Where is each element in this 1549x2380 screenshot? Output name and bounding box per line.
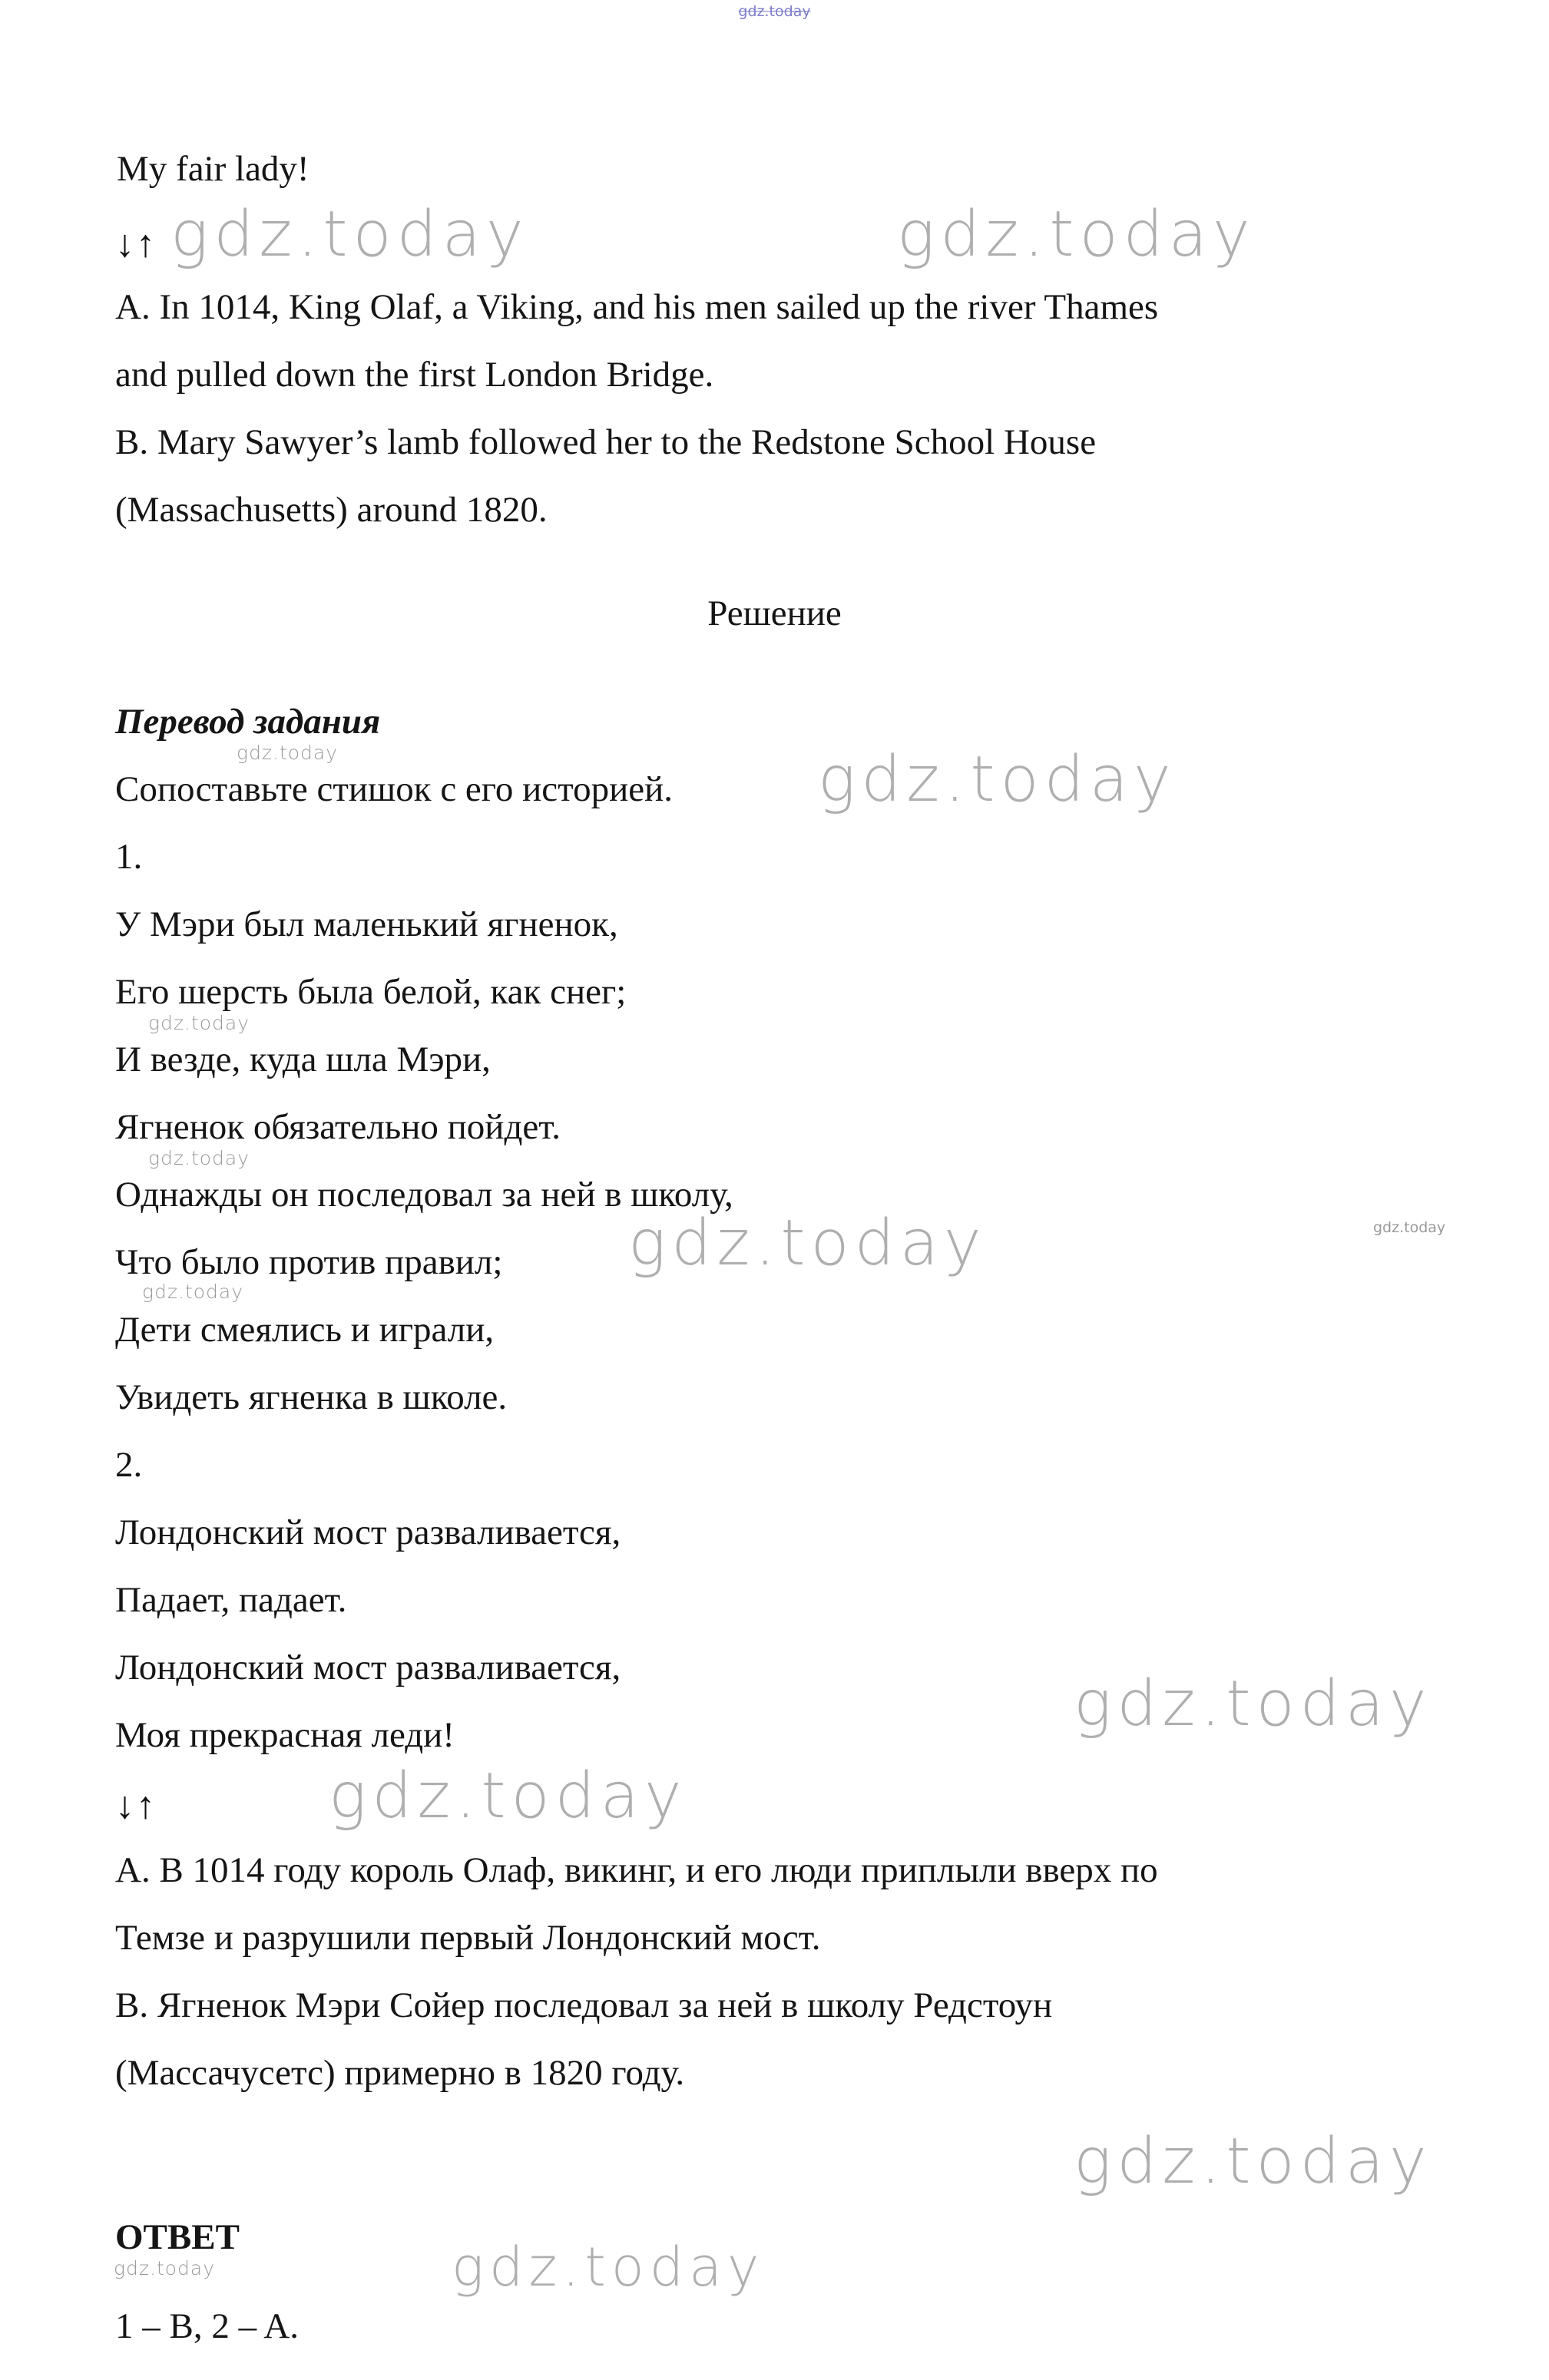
- page-title: My fair lady!: [117, 149, 309, 189]
- task-translation: Сопоставьте стишок с его историей.: [115, 769, 673, 809]
- task-en-a-line: A. In 1014, King Olaf, a Viking, and his men sailed up the river Thames: [115, 287, 1159, 327]
- watermark-top: gdz.today: [738, 3, 811, 20]
- watermark: gdz.today: [148, 1012, 250, 1034]
- watermark: gdz.today: [237, 742, 339, 764]
- watermark: gdz.today: [818, 743, 1177, 816]
- watermark: gdz.today: [897, 198, 1256, 271]
- watermark: gdz.today: [1373, 1219, 1446, 1236]
- task-ru-a-line: А. В 1014 году король Олаф, викинг, и его люди приплыли вверх по: [115, 1850, 1158, 1890]
- poem1-line: У Мэри был маленький ягненок,: [115, 904, 618, 944]
- poem2-line: Лондонский мост разваливается,: [115, 1648, 621, 1687]
- answer-heading: ОТВЕТ: [115, 2217, 240, 2257]
- watermark: gdz.today: [329, 1760, 687, 1833]
- poem1-line: Однажды он последовал за ней в школу,: [115, 1175, 733, 1215]
- arrows-glyph: ↓↑: [115, 222, 157, 265]
- poem1-line: Его шерсть была белой, как снег;: [115, 972, 627, 1012]
- watermark: gdz.today: [452, 2236, 765, 2299]
- poem1-line: Дети смеялись и играли,: [115, 1310, 495, 1350]
- watermark: gdz.today: [628, 1207, 987, 1280]
- poem2-line: Падает, падает.: [115, 1580, 347, 1620]
- poem1-line: Увидеть ягненка в школе.: [115, 1377, 508, 1417]
- poem2-number: 2.: [115, 1445, 143, 1485]
- watermark: gdz.today: [1074, 2125, 1432, 2198]
- poem1-line: Что было против правил;: [115, 1242, 503, 1282]
- watermark: gdz.today: [170, 198, 529, 271]
- task-en-b-line: B. Mary Sawyer’s lamb followed her to the Redstone School House: [115, 422, 1097, 462]
- answer-value: 1 – B, 2 – A.: [115, 2306, 299, 2346]
- watermark: gdz.today: [114, 2257, 216, 2279]
- solution-heading: Решение: [707, 593, 842, 633]
- task-ru-b-line: (Массачусетс) примерно в 1820 году.: [115, 2053, 685, 2093]
- task-en-b-line: (Massachusetts) around 1820.: [115, 490, 548, 530]
- watermark: gdz.today: [1074, 1668, 1432, 1740]
- task-ru-a-line: Темзе и разрушили первый Лондонский мост.: [115, 1918, 821, 1958]
- arrows-glyph: ↓↑: [115, 1783, 157, 1826]
- poem2-line: Моя прекрасная леди!: [115, 1715, 455, 1755]
- poem1-number: 1.: [115, 837, 143, 877]
- task-ru-b-line: В. Ягненок Мэри Сойер последовал за ней в школу Редстоун: [115, 1985, 1053, 2025]
- poem1-line: Ягненок обязательно пойдет.: [115, 1107, 561, 1147]
- watermark: gdz.today: [148, 1147, 250, 1169]
- watermark: gdz.today: [142, 1281, 244, 1303]
- translation-heading: Перевод задания: [115, 702, 381, 742]
- poem2-line: Лондонский мост разваливается,: [115, 1512, 621, 1552]
- task-en-a-line: and pulled down the first London Bridge.: [115, 355, 714, 395]
- poem1-line: И везде, куда шла Мэри,: [115, 1040, 491, 1079]
